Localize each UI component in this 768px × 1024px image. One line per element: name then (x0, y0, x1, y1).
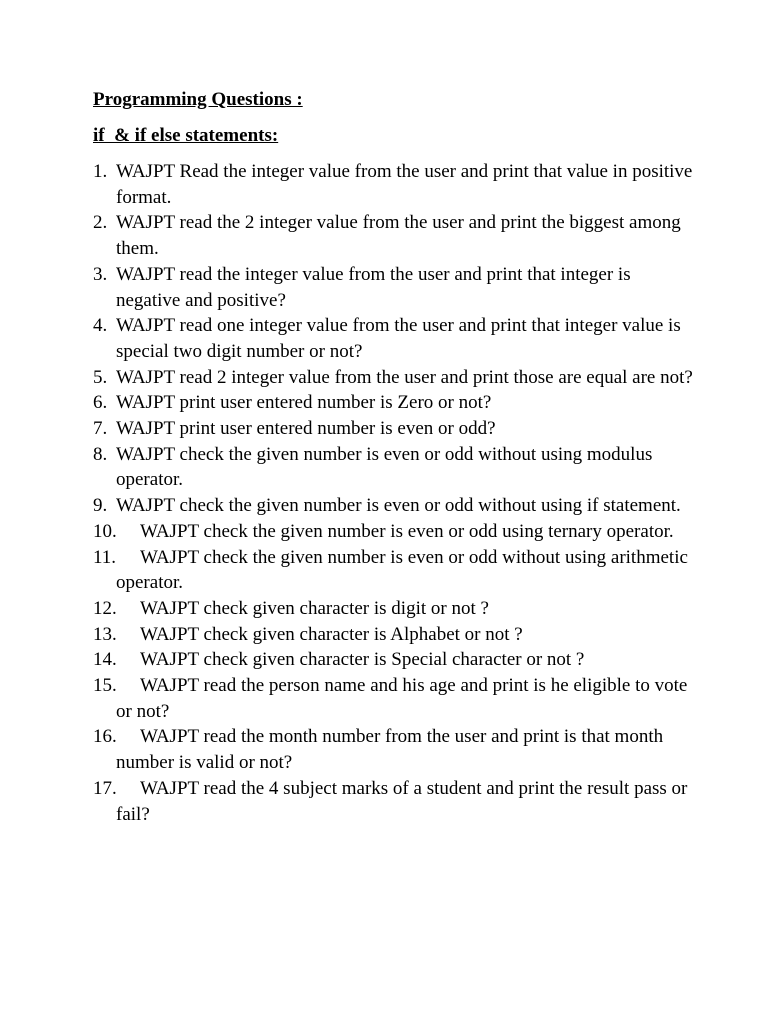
item-text: WAJPT read one integer value from the user and print that integer value is special two digit number or not? (116, 315, 681, 362)
item-text: WAJPT print user entered number is Zero or not? (116, 392, 492, 414)
item-number: 12. (93, 597, 117, 619)
item-number: 15. (93, 675, 117, 697)
list-item (93, 365, 693, 391)
list-item (93, 442, 693, 493)
item-number: 7. (93, 418, 108, 440)
list-item (93, 596, 693, 622)
item-number: 9. (93, 495, 108, 517)
list-item (93, 622, 693, 648)
list-item (93, 416, 693, 442)
section-heading: if & if else statements: (93, 125, 279, 146)
item-number: 2. (93, 212, 108, 234)
list-item (93, 647, 693, 673)
item-text: WAJPT read the integer value from the user and print that integer is negative and positive? (116, 263, 631, 311)
item-number: 17. (93, 777, 117, 799)
document-title: Programming Questions : (93, 89, 303, 110)
item-text: WAJPT check given character is Alphabet or not ? (140, 623, 523, 645)
item-text: WAJPT check given character is Special character or not ? (140, 649, 585, 671)
list-item (93, 390, 693, 416)
item-text: WAJPT read 2 integer value from the user and print those are equal are not? (116, 366, 693, 388)
item-text: WAJPT check the given number is even or odd without using if statement. (116, 495, 681, 517)
item-text: WAJPT read the month number from the user and print is that month number is valid or not? (116, 726, 664, 774)
list-item (93, 519, 693, 545)
item-text: WAJPT print user entered number is even or odd? (116, 418, 496, 440)
item-number: 6. (93, 392, 108, 414)
question-list (93, 159, 693, 827)
item-number: 3. (93, 263, 108, 285)
item-text: WAJPT Read the integer value from the user and print that value in positive format. (116, 161, 693, 208)
item-number: 5. (93, 366, 108, 388)
item-number: 1. (93, 161, 108, 182)
item-number: 10. (93, 520, 117, 542)
item-text: WAJPT check the given number is even or odd without using arithmetic operator. (116, 546, 688, 594)
item-text: WAJPT check given character is digit or not ? (140, 597, 489, 619)
item-text: WAJPT check the given number is even or odd using ternary operator. (140, 520, 674, 542)
item-number: 4. (93, 315, 108, 337)
item-number: 14. (93, 649, 117, 671)
item-text: WAJPT check the given number is even or odd without using modulus operator. (116, 443, 653, 491)
list-item (93, 724, 693, 775)
list-item (93, 776, 693, 827)
list-item (93, 159, 693, 210)
item-text: WAJPT read the 4 subject marks of a student and print the result pass or fail? (116, 777, 688, 825)
list-item (93, 545, 693, 596)
item-number: 16. (93, 726, 117, 748)
list-item (93, 673, 693, 724)
item-number: 13. (93, 623, 117, 645)
list-item (93, 493, 693, 519)
item-number: 11. (93, 546, 117, 568)
item-text: WAJPT read the person name and his age and print is he eligible to vote or not? (116, 675, 688, 722)
list-item (93, 262, 693, 313)
list-item (93, 210, 693, 261)
item-text: WAJPT read the 2 integer value from the user and print the biggest among them. (116, 212, 681, 260)
list-item (93, 313, 693, 364)
document-page (93, 87, 693, 827)
item-number: 8. (93, 443, 108, 465)
